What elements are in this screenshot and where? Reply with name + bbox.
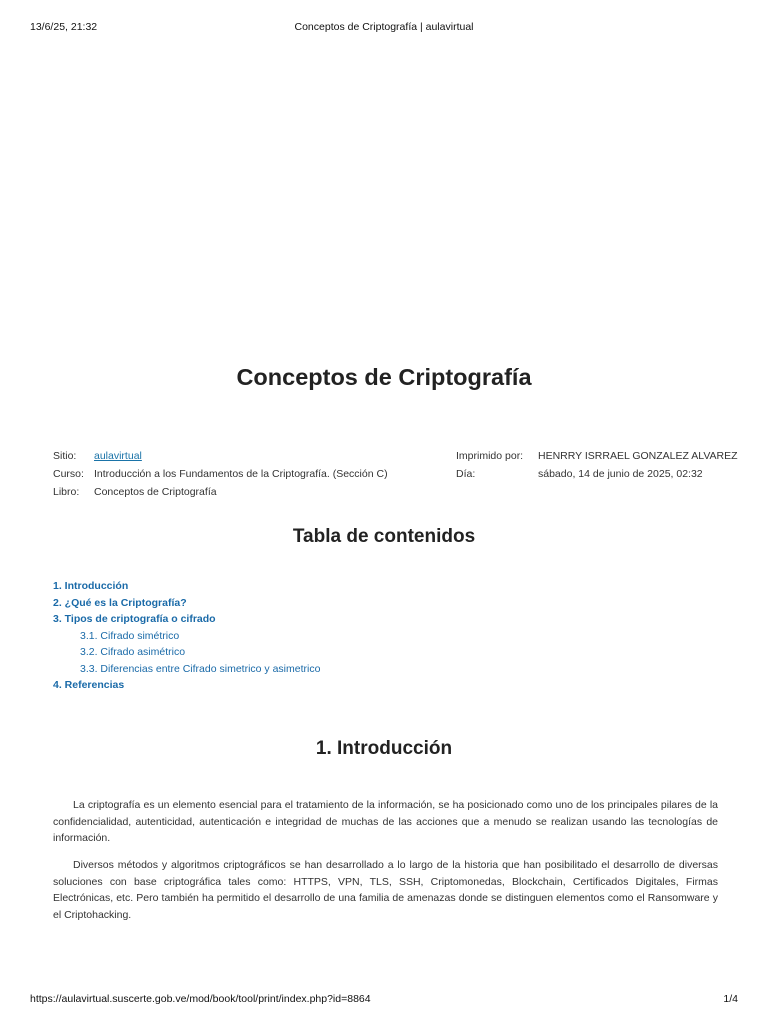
print-page-title: Conceptos de Criptografía | aulavirtual — [294, 21, 474, 33]
meta-printed-by-value: HENRRY ISRRAEL GONZALEZ ALVAREZ — [538, 450, 738, 462]
meta-course-label: Curso: — [53, 468, 84, 480]
toc-item-introduccion[interactable]: 1. Introducción — [53, 580, 129, 593]
book-title: Conceptos de Criptografía — [236, 364, 532, 390]
toc-item-referencias[interactable]: 4. Referencias — [53, 679, 125, 692]
meta-book-label: Libro: — [53, 486, 80, 498]
meta-book-value: Conceptos de Criptografía — [94, 486, 217, 498]
print-header — [0, 0, 768, 40]
meta-book-row — [53, 483, 388, 501]
toc-title: Tabla de contenidos — [292, 526, 476, 547]
meta-site-row — [53, 447, 388, 465]
meta-printed-by-label: Imprimido por: — [456, 450, 524, 462]
meta-site-label: Sitio: — [53, 450, 77, 462]
meta-day-row — [456, 465, 738, 483]
toc-item-cifrado-simetrico[interactable]: 3.1. Cifrado simétrico — [80, 629, 180, 642]
print-url: https://aulavirtual.suscerte.gob.ve/mod/book/tool/print/index.php?id=8864 — [30, 993, 371, 1005]
book-meta-left — [53, 447, 388, 501]
toc-item-que-es-criptografia[interactable]: 2. ¿Qué es la Criptografía? — [53, 596, 187, 609]
toc-item-tipos-cifrado[interactable]: 3. Tipos de criptografía o cifrado — [53, 613, 216, 626]
toc-item-diferencias[interactable]: 3.3. Diferencias entre Cifrado simetrico y asimetrico — [80, 662, 321, 675]
page-number: 1/4 — [723, 993, 738, 1005]
meta-course-row — [53, 465, 388, 483]
paragraph: La criptografía es un elemento esencial para el tratamiento de la información, se ha posicionado como uno de los principales pilares de la confidencialidad, autenticidad, autenticación e integridad de muchas de las acciones que a menudo se realizan usando las tecnologías de información. — [53, 799, 718, 844]
toc-item-cifrado-asimetrico[interactable]: 3.2. Cifrado asimétrico — [80, 646, 186, 659]
section-title: 1. Introducción — [315, 738, 453, 759]
meta-printed-by-row — [456, 447, 738, 465]
site-link[interactable]: aulavirtual — [94, 450, 142, 462]
meta-day-label: Día: — [456, 468, 476, 480]
table-of-contents — [53, 578, 320, 694]
meta-day-value: sábado, 14 de junio de 2025, 02:32 — [538, 468, 703, 480]
book-meta-right — [456, 447, 738, 483]
meta-course-value: Introducción a los Fundamentos de la Criptografía. (Sección C) — [94, 468, 388, 480]
paragraph: Diversos métodos y algoritmos criptográficos se han desarrollado a lo largo de la historia que han posibilitado el desarrollo de diversas soluciones con base criptográfica tales como: HTTPS, VPN, TLS, SSH, Criptomonedas, Blockchain, Certificados Digitales, Firmas Electrónicas, etc. Pero también ha permitido el desarrollo de una familia de amenazas donde se distinguen elementos como el Ransomware y el Criptohacking. — [53, 859, 718, 921]
print-date: 13/6/25, 21:32 — [30, 21, 98, 33]
